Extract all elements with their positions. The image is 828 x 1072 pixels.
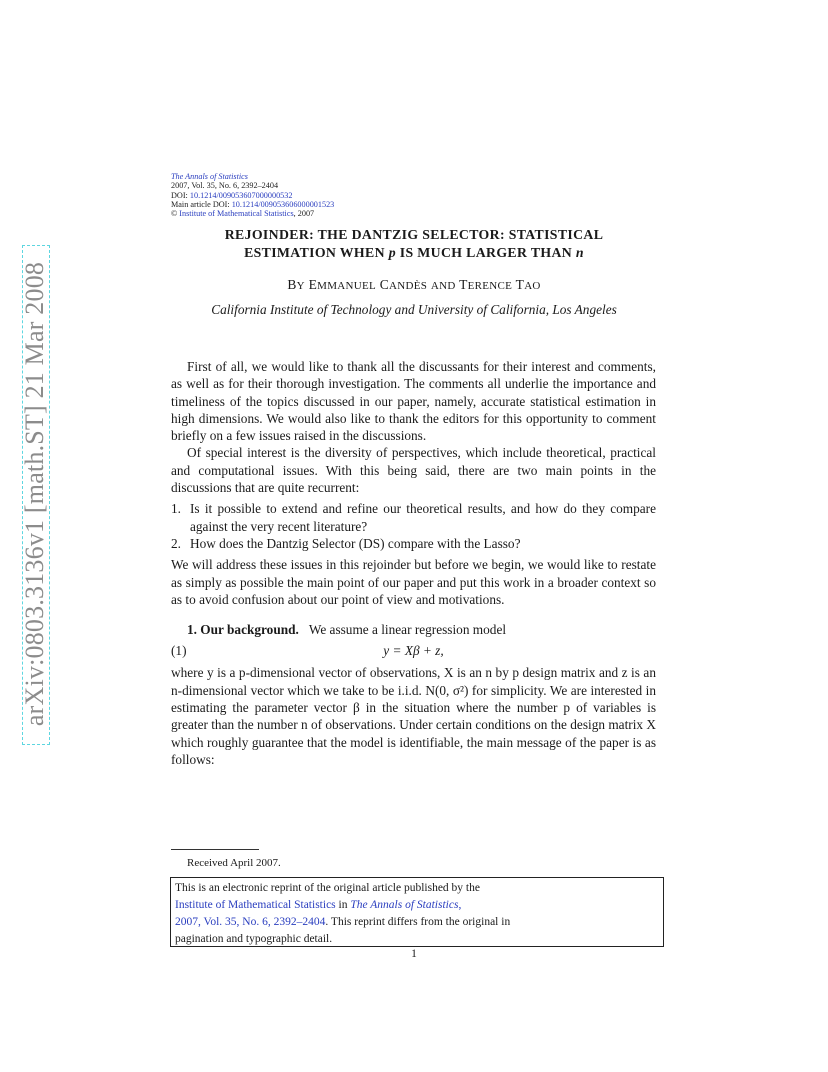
section-title: 1. Our background. — [187, 622, 299, 638]
doi-link[interactable]: 10.1214/009053607000000532 — [189, 190, 293, 200]
reprint-notice: This is an electronic reprint of the original article published by the Institute of Mathematical Statistics in The Annals of Statistics, 2007, Vol. 35, No. 6, 2392–2404. This reprint differs from the original in pagination and typographic detail. — [170, 877, 664, 947]
paragraph-intro: First of all, we would like to thank all the discussants for their interest and comments, as well as for their thorough investigation. The comments all underlie the importance and timeliness of the topics discussed in our paper, namely, accurate statistical estimation in high dimensions. We would also like to thank the editors for this opportunity to comment briefly on a few issues raised in the discussions. — [171, 359, 656, 444]
list-item: 1. Is it possible to extend and refine our theoretical results, and how do they compare against the very recent literature? — [171, 501, 656, 534]
received-date: Received April 2007. — [187, 857, 281, 869]
equation-1 — [171, 640, 656, 664]
journal-name-link[interactable]: The Annals of Statistics — [171, 172, 248, 181]
paper-title — [160, 226, 668, 262]
equation-number: (1) — [171, 643, 187, 659]
paragraph-perspectives: Of special interest is the diversity of perspectives, which include theoretical, practical and computational issues. With this being said, there are two main points in the discussions that are quite recurrent: — [171, 445, 656, 496]
main-doi-label: Main article DOI: — [171, 199, 232, 209]
copyright-symbol: © — [171, 209, 178, 219]
paragraph-rejoinder-plan: We will address these issues in this rejoinder but before we begin, we would like to restate as simply as possible the main point of our paper and put this work in a broader context so as to avoid confusion about our point of view and motivations. — [171, 557, 656, 607]
footnote-divider — [171, 849, 259, 850]
arxiv-stamp-text[interactable]: arXiv:0803.3136v1 [math.ST] 21 Mar 2008 — [20, 261, 49, 727]
equation-body: y = Xβ + z, — [383, 643, 444, 659]
copyright-year: , 2007 — [293, 209, 315, 219]
ims-link[interactable]: Institute of Mathematical Statistics — [179, 209, 294, 219]
journal-volume: 2007, Vol. 35, No. 6, 2392–2404 — [171, 181, 279, 191]
article-body — [171, 358, 656, 768]
doi-label: DOI: — [171, 190, 190, 200]
title-line-2: ESTIMATION WHEN p IS MUCH LARGER THAN n — [244, 245, 584, 260]
title-line-1: REJOINDER: THE DANTZIG SELECTOR: STATISTICAL — [224, 227, 604, 242]
journal-info — [171, 172, 491, 218]
ims-reprint-link[interactable]: Institute of Mathematical Statistics — [175, 899, 336, 911]
section-lead: We assume a linear regression model — [308, 622, 507, 638]
main-doi-link[interactable]: 10.1214/009053606000001523 — [231, 199, 335, 209]
section-heading — [171, 621, 656, 638]
paragraph-model-description: where y is a p-dimensional vector of observations, X is an n by p design matrix and z is an n-dimensional vector which we take to be i.i.d. N(0, σ²) for simplicity. We are interested in estimating the parameter vector β in the situation where the number p of variables is greater than the number n of observations. Under certain conditions on the design matrix X which roughly guarantee that the model is identifiable, the main message of the paper is as follows: — [171, 665, 656, 767]
author-affiliation: California Institute of Technology and University of California, Los Angeles — [211, 302, 617, 317]
annals-link[interactable]: The Annals of Statistics — [350, 899, 459, 911]
discussion-points-list — [171, 500, 656, 552]
list-item: 2. How does the Dantzig Selector (DS) compare with the Lasso? — [171, 535, 521, 551]
page-number: 1 — [411, 948, 417, 960]
volume-link[interactable]: 2007, Vol. 35, No. 6, 2392–2404 — [175, 916, 326, 928]
author-line: BY EMMANUEL CANDÈS AND TERENCE TAO — [287, 277, 541, 292]
